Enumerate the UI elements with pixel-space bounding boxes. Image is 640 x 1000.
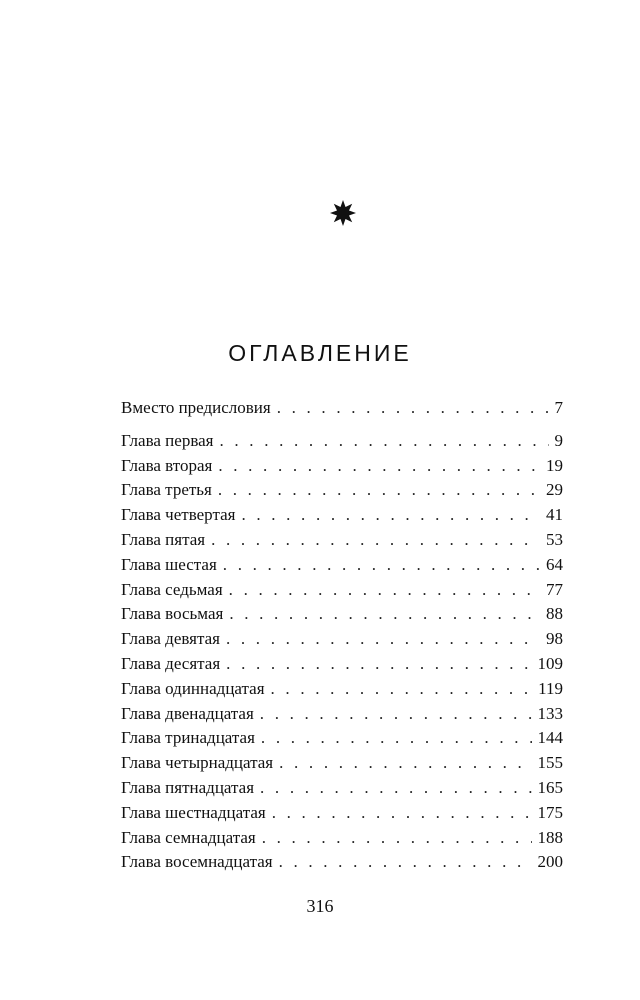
toc-list: [121, 396, 563, 875]
toc-entry[interactable]: [121, 850, 563, 875]
dot-leader: [223, 553, 540, 578]
toc-entry-title: Глава десятая: [121, 653, 221, 673]
toc-entry[interactable]: [121, 751, 563, 776]
toc-entry-title: Вместо предисловия: [121, 398, 271, 417]
toc-entry[interactable]: [121, 677, 563, 702]
toc-entry-title: Глава одиннадцатая: [121, 678, 265, 698]
toc-entry-page: 64: [546, 554, 563, 574]
toc-entry[interactable]: [121, 702, 563, 727]
dot-leader: [279, 850, 532, 875]
toc-entry-page: 41: [546, 505, 563, 525]
toc-entry[interactable]: [121, 503, 563, 528]
page-number: 316: [306, 896, 334, 916]
toc-entry-page: 98: [546, 629, 563, 649]
toc-entry[interactable]: [121, 429, 563, 454]
dot-leader: [260, 702, 532, 727]
toc-entry-title: Глава шестая: [121, 554, 217, 574]
toc-entry[interactable]: [121, 627, 563, 652]
toc-entry[interactable]: [121, 776, 563, 801]
toc-entry-page: 144: [537, 728, 563, 748]
dot-leader: [211, 528, 540, 553]
toc-entry-title: Глава двенадцатая: [121, 703, 254, 723]
dot-leader: [271, 677, 533, 702]
dot-leader: [226, 627, 540, 652]
toc-entry-title: Глава восемнадцатая: [121, 852, 273, 872]
dot-leader: [279, 751, 531, 776]
toc-entry-title: Глава тринадцатая: [121, 728, 255, 748]
toc-entry[interactable]: [121, 553, 563, 578]
toc-entry[interactable]: [121, 602, 563, 627]
dot-leader: [241, 503, 540, 528]
toc-entry-page: 119: [538, 678, 563, 698]
toc-entry-title: Глава седьмая: [121, 579, 223, 599]
toc-entry-title: Глава девятая: [121, 629, 220, 649]
toc-entry-page: 165: [537, 777, 563, 797]
toc-entry-title: Глава четырнадцатая: [121, 753, 274, 773]
toc-entry-title: Глава восьмая: [121, 604, 224, 624]
toc-entry-page: 200: [537, 852, 563, 872]
dot-leader: [229, 578, 540, 603]
toc-entry[interactable]: [121, 478, 563, 503]
toc-entry-title: Глава четвертая: [121, 505, 236, 525]
toc-entry[interactable]: [121, 454, 563, 479]
toc-entry[interactable]: [121, 578, 563, 603]
dot-leader: [226, 652, 531, 677]
toc-entry-title: Глава шестнадцатая: [121, 802, 266, 822]
toc-entry[interactable]: [121, 396, 563, 421]
toc-entry[interactable]: [121, 826, 563, 851]
toc-entry-title: Глава вторая: [121, 455, 213, 475]
dot-leader: [229, 602, 540, 627]
toc-entry-page: 29: [546, 480, 563, 500]
toc-entry-title: Глава третья: [121, 480, 212, 500]
dot-leader: [218, 454, 540, 479]
dot-leader: [220, 429, 549, 454]
toc-entry-page: 88: [546, 604, 563, 624]
toc-entry-page: 7: [554, 398, 563, 417]
toc-entry[interactable]: [121, 652, 563, 677]
toc-entry-title: Глава пятнадцатая: [121, 777, 255, 797]
toc-entry[interactable]: [121, 801, 563, 826]
dot-leader: [277, 396, 549, 421]
toc-entry-page: 109: [537, 653, 563, 673]
toc-entry-page: 155: [537, 753, 563, 773]
toc-entry-page: 188: [537, 827, 563, 847]
toc-entry-page: 53: [546, 529, 563, 549]
toc-entry-page: 133: [537, 703, 563, 723]
eight-pointed-star-icon: [329, 199, 357, 227]
toc-entry-title: Глава первая: [121, 430, 214, 450]
toc-entry-page: 77: [546, 579, 563, 599]
toc-entry[interactable]: [121, 528, 563, 553]
toc-entry-page: 9: [554, 430, 563, 450]
toc-entry-title: Глава пятая: [121, 529, 206, 549]
toc-entry-title: Глава семнадцатая: [121, 827, 256, 847]
dot-leader: [272, 801, 532, 826]
toc-entry-page: 175: [537, 802, 563, 822]
dot-leader: [261, 726, 532, 751]
toc-entry-page: 19: [546, 455, 563, 475]
dot-leader: [262, 826, 532, 851]
dot-leader: [260, 776, 531, 801]
toc-entry[interactable]: [121, 726, 563, 751]
dot-leader: [218, 478, 540, 503]
toc-heading: ОГЛАВЛЕНИЕ: [228, 340, 412, 366]
